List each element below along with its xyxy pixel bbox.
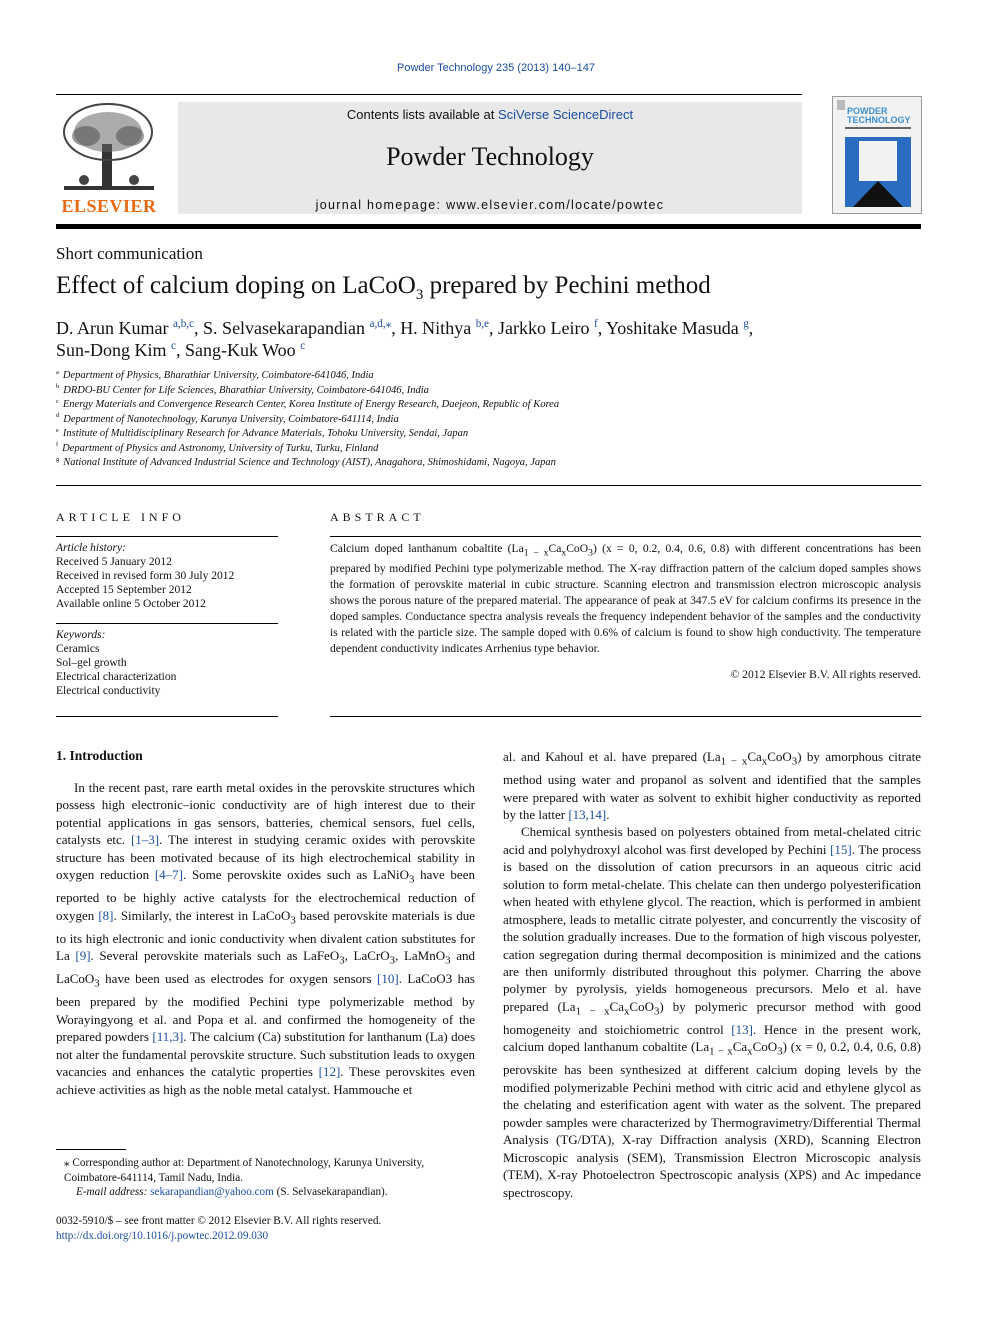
doi-link[interactable]: http://dx.doi.org/10.1016/j.powtec.2012.09.030	[56, 1229, 269, 1242]
affiliation: $^a$ Department of Physics, Bharathiar University, Coimbatore-641046, India	[56, 368, 374, 381]
info-bottom-rule	[56, 716, 278, 717]
sciencedirect-link[interactable]: SciVerse ScienceDirect	[497, 107, 634, 122]
footer	[56, 1214, 476, 1243]
affiliation: $^c$ Energy Materials and Convergence Research Center, Korea Institute of Energy Research, Daejeon, Republic of Korea	[56, 397, 560, 410]
header-rule	[56, 94, 802, 95]
paragraph: In the recent past, rare earth metal oxides in the perovskite structures which possess high electronic–ionic conductivity are of high interest due to their potential applications in gas sensors, batteries, chemical sensors, fuel cells, catalysts etc. [1–3]. The interest in studying ceramic oxides with perovskite structure has been motivated because of its high electrochemical stability in oxygen reduction [4–7]. Some perovskite oxides such as LaNiO$_3$ have been reported to be highly active catalysts for the electrochemical reduction of oxygen [8]. Similarly, the interest in LaCoO$_3$ based perovskite materials is due to its high electronic and ionic conductivity when divalent cation substitutes for La [9]. Several perovskite materials such as LaFeO$_3$, LaCrO$_3$, LaMnO$_3$ and LaCoO$_3$ have been used as electrodes for oxygen sensors [10]. LaCoO3 has been prepared by the modified Pechini type polymerizable method by Worayingyong et al. and Popa et al. and confirmed the homogeneity of the prepared powders [11,3]. The calcium (Ca) substitution for lanthanum (La) does not alter the fundamental perovskite structure. Such substitution leads to oxygen vacancies and enhances the catalytic properties [12]. These perovskites even achieve activities as high as the noble metal catalyst. Hammouche et	[56, 780, 476, 1097]
author[interactable]: Yoshitake Masuda $^g$	[606, 318, 749, 338]
cover-art	[845, 137, 911, 207]
abstract-text: Calcium doped lanthanum cobaltite $(La_{1 - x}Ca_xCoO_3) (x = 0$, 0.2, 0.4, 0.6, 0.8) with different concentrations has been prepared by modified Pechini type polymerizable method. The X-ray diffraction pattern of the calcium doped samples shows the formation of perovskite material in cubic structure. Scanning electron and transmission electron microscopic analysis shows the porous nature of the prepared material. The appearance of peak at 347.5 eV for calcium confirms its presence in the doped samples. Conductance spectra analysis reveals the frequency independent behavior of the samples and the conductivity is related with the particle size. The sample doped with 0.6% of calcium is found to show high conductivity. The temperature dependent conductivity indicates Arrhenius type behavior.	[330, 542, 922, 656]
article-info-heading: ARTICLE INFO	[56, 510, 185, 524]
affiliation-list	[56, 369, 921, 471]
journal-title[interactable]: Powder Technology	[386, 142, 594, 171]
cover-stripe	[845, 127, 911, 129]
keywords: Keywords: Ceramics Sol–gel growth Electrical characterization Electrical conductivity	[56, 628, 278, 698]
ref-link[interactable]: [4–7]	[154, 867, 183, 883]
title-divider	[56, 485, 921, 486]
issn-line: 0032-5910/$ – see front matter © 2012 Elsevier B.V. All rights reserved.	[56, 1215, 382, 1227]
affiliation: $^e$ Institute of Multidisciplinary Research for Advance Materials, Tohoku University, Sendai, Japan	[56, 426, 469, 439]
ref-link[interactable]: [8]	[98, 907, 114, 923]
header-thick-rule	[56, 224, 921, 229]
ref-link[interactable]: [12]	[318, 1064, 341, 1080]
abstract-rule	[330, 536, 921, 537]
ref-link[interactable]: [15]	[830, 841, 852, 857]
section-heading: 1. Introduction	[56, 748, 143, 763]
journal-homepage: journal homepage: www.elsevier.com/locate/powtec	[315, 198, 665, 212]
ref-link[interactable]: [13]	[731, 1021, 753, 1037]
ref-link[interactable]: [13,14]	[568, 806, 607, 822]
author[interactable]: H. Nithya $^{b,e}$	[400, 318, 490, 338]
author[interactable]: Sang-Kuk Woo $^c$	[184, 340, 306, 360]
footnote-rule	[56, 1149, 126, 1150]
history-item: Received 5 January 2012	[56, 556, 172, 568]
keyword: Sol–gel growth	[56, 657, 127, 669]
ref-link[interactable]: [10]	[377, 971, 399, 987]
journal-cover-thumbnail[interactable]	[832, 96, 922, 214]
paragraph: al. and Kahoul et al. have prepared $(La_{1 - x}Ca_xCoO_3)$ by amorphous citrate method using water and propanol as solvent and identified that the samples were prepared with water as solvent to exhibit higher conductivity as reported by the latter [13,14].	[503, 749, 922, 822]
article-history: Article history: Received 5 January 2012 Received in revised form 30 July 2012 Accepted 15 September 2012 Available online 5 October 2012	[56, 541, 278, 611]
abstract-copyright: © 2012 Elsevier B.V. All rights reserved.	[730, 668, 921, 681]
elsevier-wordmark: ELSEVIER	[61, 196, 157, 216]
author[interactable]: Jarkko Leiro $^f$	[498, 318, 598, 338]
author[interactable]: D. Arun Kumar $^{a,b,c}$	[56, 318, 195, 338]
contents-line: Contents lists available at SciVerse ScienceDirect	[346, 107, 634, 122]
keyword: Electrical characterization	[56, 671, 177, 683]
cover-logo-icon	[837, 100, 845, 110]
history-item: Available online 5 October 2012	[56, 598, 206, 610]
abstract-heading: ABSTRACT	[330, 510, 425, 524]
affiliation: $^d$ Department of Nanotechnology, Karunya University, Coimbatore-641114, India	[56, 412, 399, 425]
history-item: Received in revised form 30 July 2012	[56, 570, 235, 582]
left-column	[56, 779, 475, 1098]
keywords-rule	[56, 623, 278, 624]
email-link[interactable]: sekarapandian@yahoo.com	[150, 1186, 274, 1198]
paragraph: Chemical synthesis based on polyesters obtained from metal-chelated citric acid and polyhydroxyl alcohol was first developed by Pechini [15]. The process is based on the dissolution of cation precursors in an aqueous citric acid solution to form metal-chelate. This chelate can then undergo polyesterification when heated with ethylene glycol. The reaction, which is performed in ambient atmosphere, leads to metallic citrate polyester, and concurrently the viscosity of the solution gradually increases. Due to the formation of high viscous polyester, cation segregation during thermal decomposition is minimized and the cations are then uniformly distributed throughout this polymer. Charring the above polymer by pyrolysis, yields homogeneous precursors. Melo et al. have prepared $(La_{1 - x}Ca_xCoO_3)$ by polymeric precursor method with good homogeneity and stoichiometric control [13]. Hence in the present work, calcium doped lanthanum cobaltite $(La_{1 - x}Ca_xCoO_3) (x = 0$, 0.2, 0.4, 0.6, 0.8) perovskite has been synthesized at different calcium doping levels by the modified polymerizable Pechini method with citric acid and ethylene glycol as the chelating and esterification agent with water as the solvent. The prepared powder samples were characterized by Thermogravimetry/Differential Thermal Analysis (TG/DTA), X-ray Diffraction analysis (XRD), Scanning Electron Microscopic analysis (SEM), Transmission Electron Microscopic analysis (TEM), X-ray Photoelectron Spectroscopic analysis (XPS) and Ac impedance spectroscopy.	[503, 824, 922, 1200]
author[interactable]: Sun-Dong Kim $^c$	[56, 340, 176, 360]
article-info-rule	[56, 536, 278, 537]
abstract-bottom-rule	[330, 716, 921, 717]
ref-link[interactable]: [9]	[75, 948, 91, 964]
right-column	[503, 748, 921, 1201]
journal-masthead	[178, 102, 802, 214]
keyword: Ceramics	[56, 643, 100, 655]
article-title: Effect of calcium doping on LaCoO$_3$ prepared by Pechini method	[56, 272, 711, 303]
corresponding-author-note: ⁎ Corresponding author at: Department of Nanotechnology, Karunya University, Coimbatore-641114, Tamil Nadu, India. E-mail address: sekarapandian@yahoo.com (S. Selvasekarapandian).	[64, 1157, 425, 1198]
ref-link[interactable]: [11,3]	[152, 1029, 184, 1045]
affiliation: $^b$ DRDO-BU Center for Life Sciences, Bharathiar University, Coimbatore-641046, India	[56, 383, 429, 396]
keyword: Electrical conductivity	[56, 685, 161, 697]
affiliation: $^f$ Department of Physics and Astronomy, University of Turku, Turku, Finland	[56, 441, 379, 454]
affiliation: $^g$ National Institute of Advanced Industrial Science and Technology (AIST), Anagahora, Shimoshidami, Nagoya, Japan	[56, 455, 556, 468]
history-item: Accepted 15 September 2012	[56, 584, 192, 596]
ref-link[interactable]: [1–3]	[130, 832, 160, 848]
author[interactable]: S. Selvasekarapandian $^{a,d,⁎}$	[203, 318, 392, 338]
journal-citation[interactable]: Powder Technology 235 (2013) 140–147	[397, 62, 595, 74]
author-list: D. Arun Kumar $^{a,b,c}$, S. Selvasekarapandian $^{a,d,⁎}$, H. Nithya $^{b,e}$, Jarkko Leiro $^f$, Yoshitake Masuda $^g$, Sun-Dong Kim $^c$, Sang-Kuk Woo $^c$	[56, 318, 754, 360]
article-type: Short communication	[56, 244, 203, 263]
cover-title: POWDER TECHNOLOGY	[847, 106, 911, 125]
homepage-link[interactable]: www.elsevier.com/locate/powtec	[446, 198, 665, 212]
